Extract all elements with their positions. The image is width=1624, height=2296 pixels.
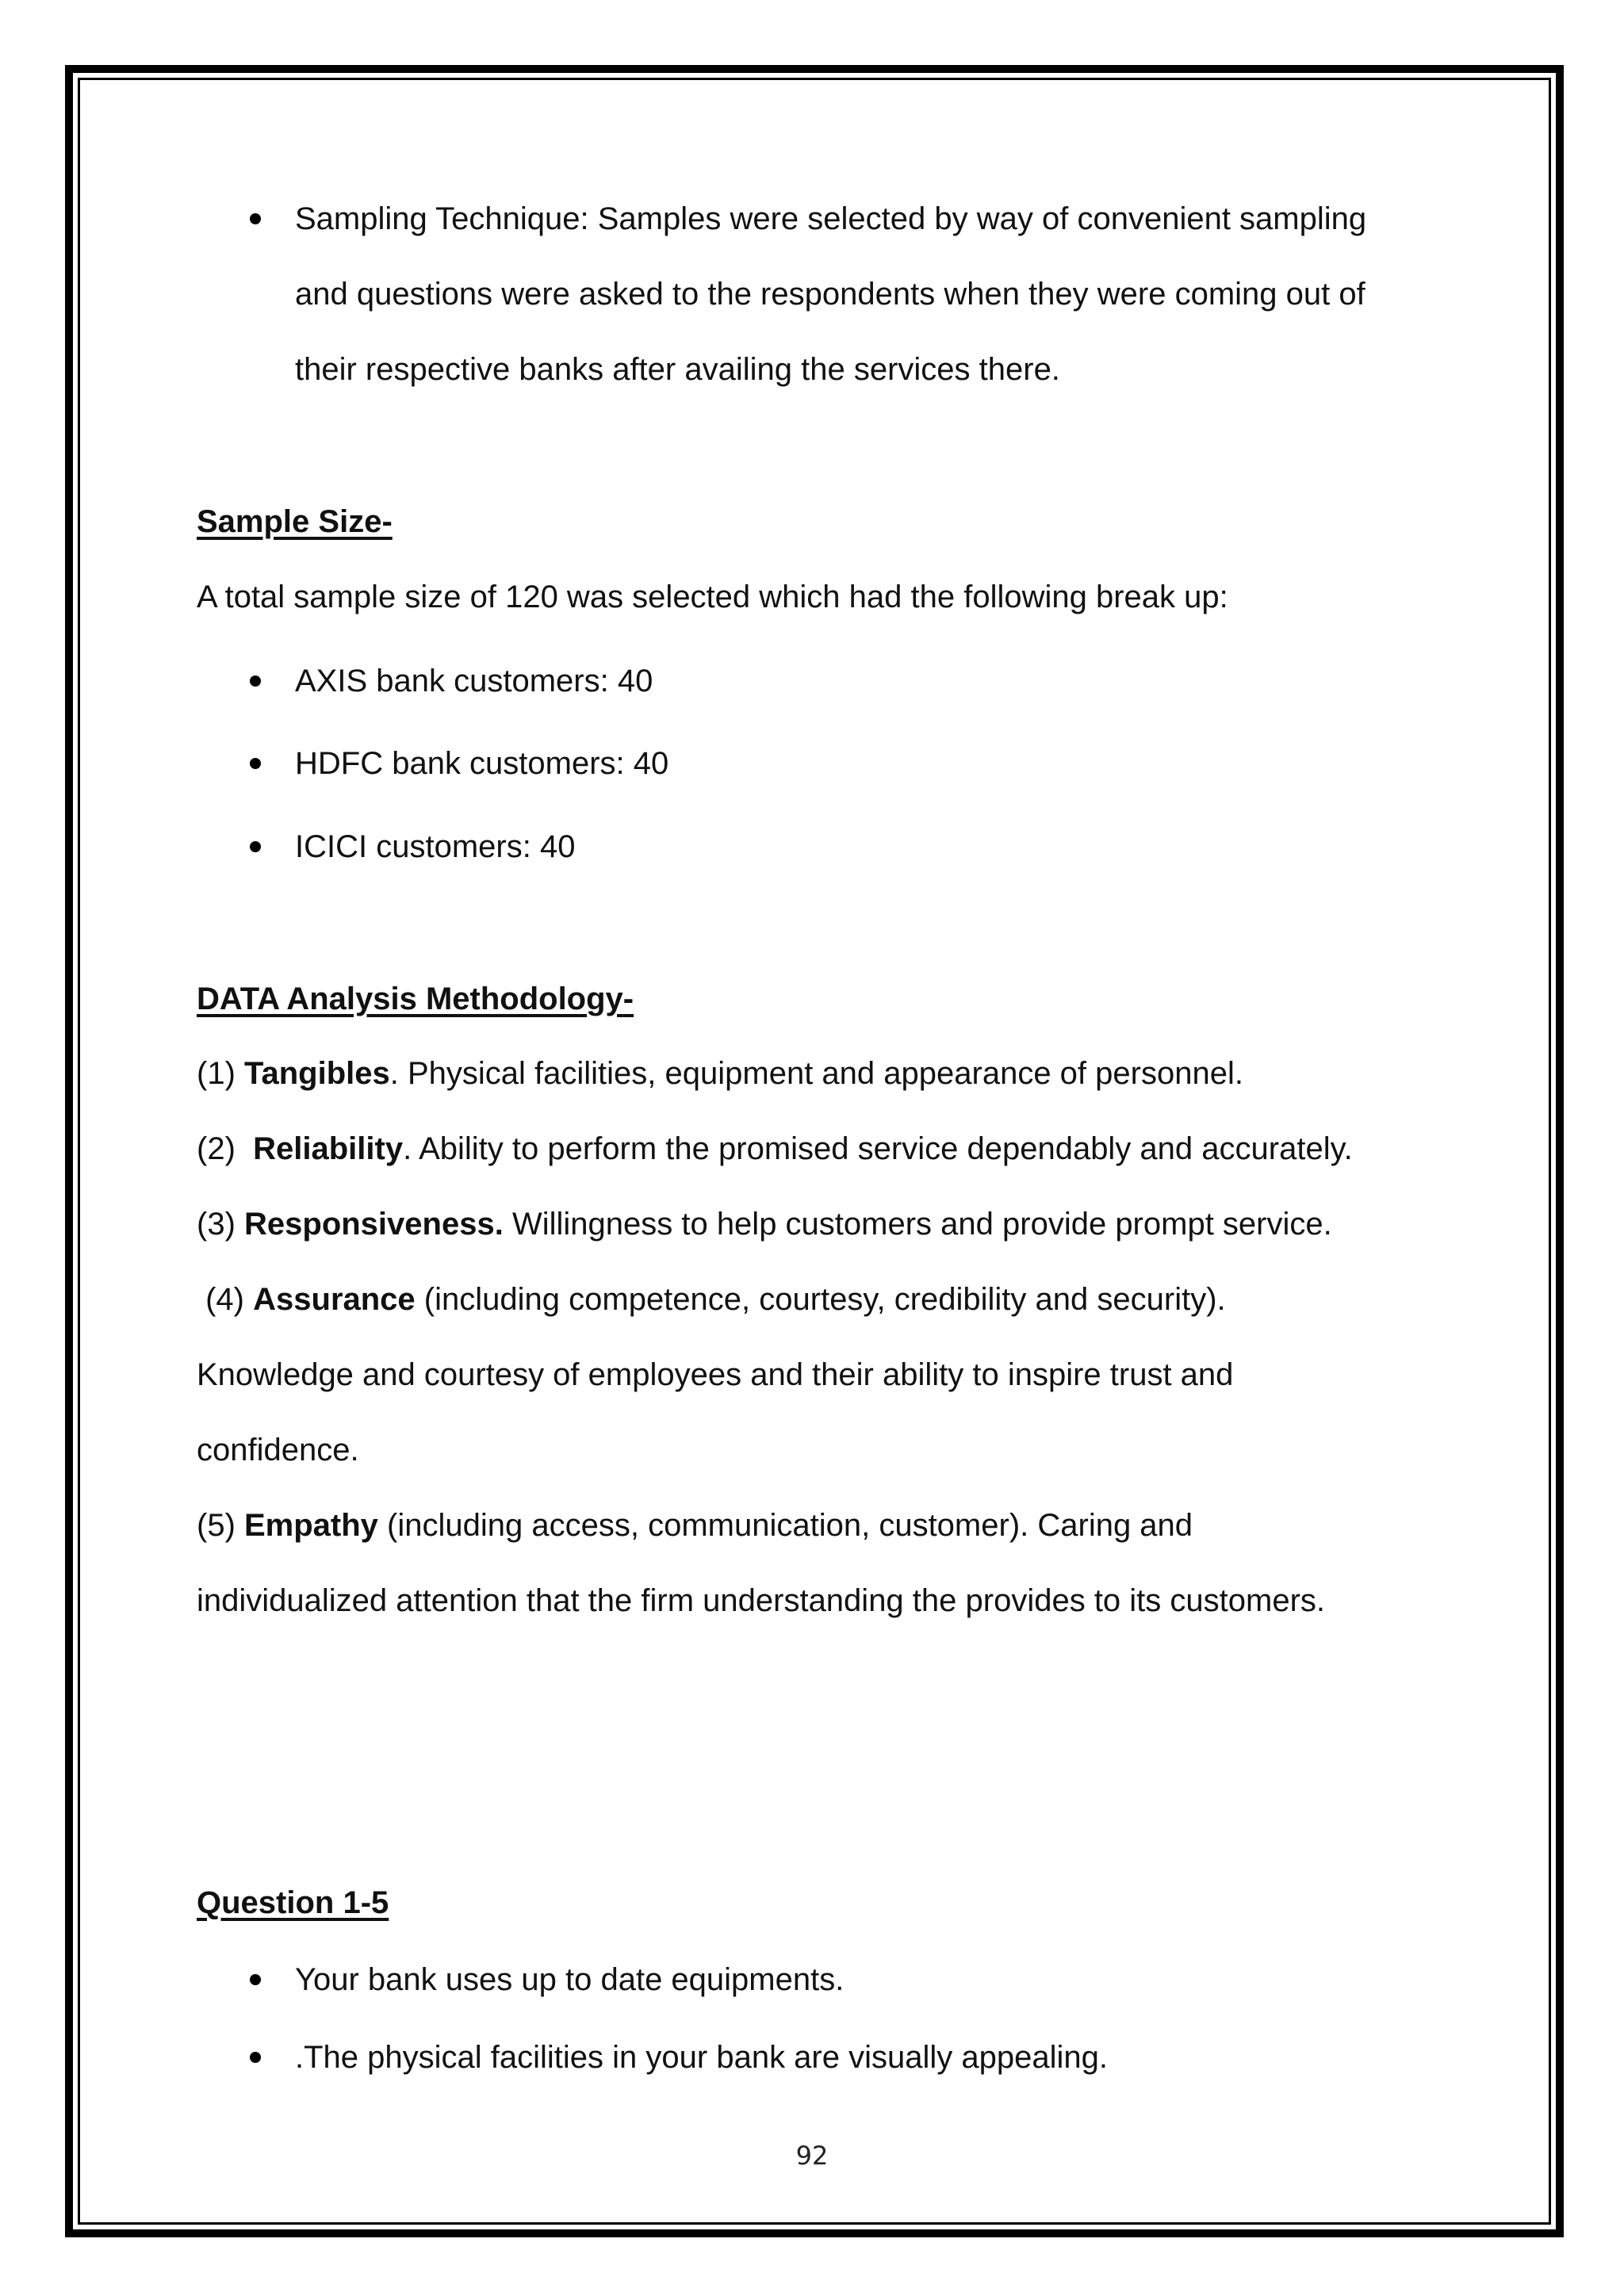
item-description: . Physical facilities, equipment and appearance of personnel. bbox=[389, 1056, 1243, 1091]
sample-size-heading: Sample Size- bbox=[197, 504, 393, 539]
bullet-icon bbox=[250, 213, 261, 224]
item-term: Empathy bbox=[244, 1508, 378, 1543]
item-description: Willingness to help customers and provide prompt service. bbox=[503, 1207, 1332, 1242]
sample-size-item-hdfc: HDFC bank customers: 40 bbox=[295, 746, 669, 781]
methodology-item-empathy bbox=[197, 1506, 1193, 1544]
item-description: (including access, communication, customer). Caring and bbox=[377, 1508, 1193, 1543]
item-term: Reliability bbox=[253, 1131, 404, 1166]
bullet-icon bbox=[250, 841, 261, 852]
item-number: (4) bbox=[197, 1282, 254, 1317]
page-number: 92 bbox=[795, 2141, 829, 2171]
assurance-continuation-1: Knowledge and courtesy of employees and their ability to inspire trust and bbox=[197, 1357, 1234, 1392]
bullet-icon bbox=[250, 2052, 261, 2063]
methodology-item-assurance bbox=[197, 1280, 1226, 1318]
methodology-item-tangibles bbox=[197, 1054, 1243, 1093]
question-item-1: Your bank uses up to date equipments. bbox=[295, 1962, 845, 1997]
methodology-heading-text: DATA Analysis Methodology bbox=[197, 982, 623, 1016]
item-number: (1) bbox=[197, 1056, 244, 1091]
item-description: (including competence, courtesy, credibility and security). bbox=[415, 1282, 1226, 1317]
question-item-2: .The physical facilities in your bank are visually appealing. bbox=[295, 2040, 1108, 2075]
item-description: . Ability to perform the promised service dependably and accurately. bbox=[403, 1131, 1353, 1166]
sample-size-item-axis: AXIS bank customers: 40 bbox=[295, 664, 653, 698]
assurance-continuation-2: confidence. bbox=[197, 1433, 359, 1468]
item-number: (3) bbox=[197, 1207, 244, 1242]
item-term: Responsiveness. bbox=[244, 1207, 504, 1242]
sample-size-intro: A total sample size of 120 was selected which had the following break up: bbox=[197, 580, 1228, 614]
questions-heading: Question 1-5 bbox=[197, 1885, 389, 1920]
methodology-heading-suffix: - bbox=[622, 982, 634, 1016]
item-number: (2) bbox=[197, 1131, 254, 1166]
bullet-icon bbox=[250, 1974, 261, 1985]
item-term: Tangibles bbox=[244, 1056, 390, 1091]
item-number: (5) bbox=[197, 1508, 244, 1543]
methodology-item-responsiveness bbox=[197, 1205, 1332, 1243]
sample-size-item-icici: ICICI customers: 40 bbox=[295, 829, 576, 864]
sampling-line-1: Sampling Technique: Samples were selected by way of convenient sampling bbox=[295, 201, 1367, 236]
sampling-line-2: and questions were asked to the respondents when they were coming out of bbox=[295, 277, 1365, 312]
item-term: Assurance bbox=[253, 1282, 416, 1317]
empathy-continuation: individualized attention that the firm understanding the provides to its customers. bbox=[197, 1583, 1326, 1618]
bullet-icon bbox=[250, 758, 261, 769]
bullet-icon bbox=[250, 675, 261, 687]
methodology-item-reliability bbox=[197, 1130, 1353, 1168]
methodology-heading bbox=[197, 980, 634, 1018]
sampling-line-3: their respective banks after availing the services there. bbox=[295, 352, 1060, 387]
